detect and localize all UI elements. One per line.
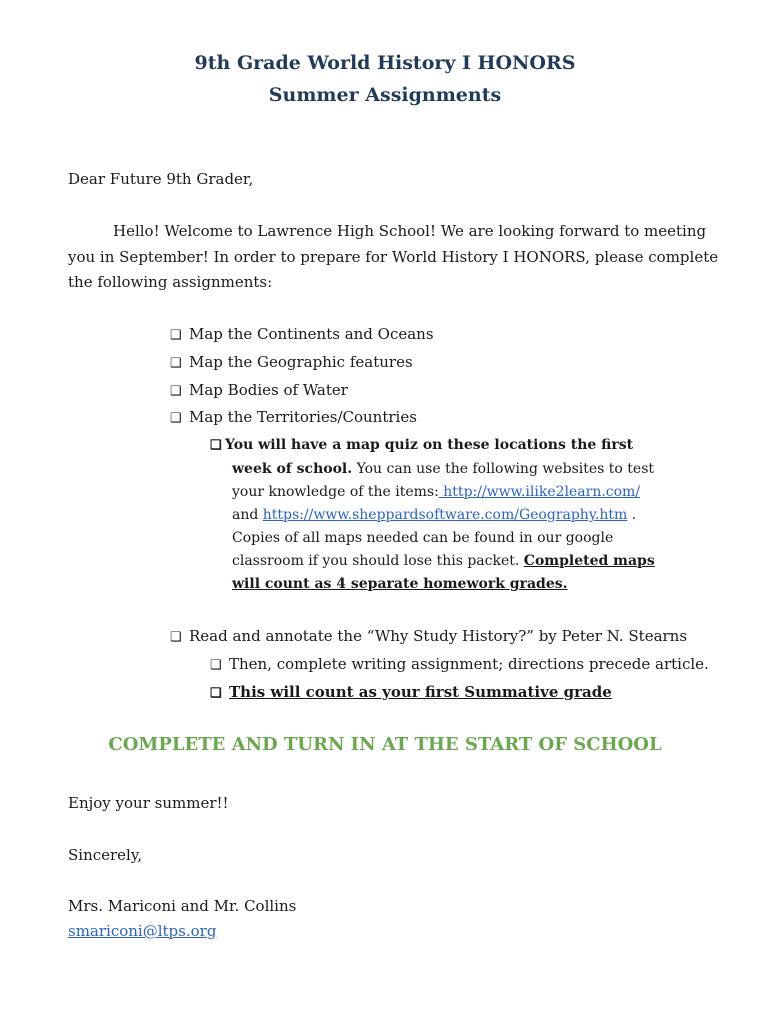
quiz-week-text: week of school. <box>232 461 353 477</box>
sincerely-text: Sincerely, <box>68 846 143 864</box>
checklist-item-label: Map Bodies of Water <box>189 381 348 399</box>
quiz-period-text: . <box>627 507 637 523</box>
checklist-subitem <box>210 683 612 701</box>
quiz-classroom-text: classroom if you should lose this packet. <box>232 553 524 569</box>
checklist-item-label: Map the Territories/Countries <box>189 408 417 426</box>
checkbox-icon: ❑ <box>210 438 222 453</box>
quiz-heading: You will have a map quiz on these locations the first <box>225 437 634 453</box>
checkbox-icon: ❑ <box>210 658 222 673</box>
writing-assignment-label: Then, complete writing assignment; directions precede article. <box>229 655 709 673</box>
quiz-grades-text: grades. <box>504 576 568 592</box>
checklist-item <box>170 353 413 371</box>
checklist-subitem <box>210 655 709 673</box>
checkbox-icon: ❑ <box>170 356 182 371</box>
checklist-item-label: Map the Geographic features <box>189 353 413 371</box>
checkbox-icon: ❑ <box>170 384 182 399</box>
turn-in-banner: COMPLETE AND TURN IN AT THE START OF SCHOOL <box>108 734 662 755</box>
quiz-knowledge-text: your knowledge of the items: <box>232 484 439 500</box>
page-subtitle: Summer Assignments <box>268 84 502 106</box>
checklist-item <box>170 381 348 399</box>
checkbox-icon: ❑ <box>210 686 222 701</box>
checklist-item-label: Map the Continents and Oceans <box>189 325 434 343</box>
enjoy-text: Enjoy your summer!! <box>68 794 229 812</box>
quiz-line-7 <box>232 576 568 592</box>
checklist-item <box>170 325 434 343</box>
page-title: 9th Grade World History I HONORS <box>194 52 576 74</box>
checklist-item <box>170 408 417 426</box>
sheppardsoftware-link[interactable]: https://www.sheppardsoftware.com/Geography.htm <box>262 507 628 523</box>
quiz-line-3 <box>232 484 640 500</box>
greeting: Dear Future 9th Grader, <box>68 170 254 188</box>
checkbox-icon: ❑ <box>170 411 182 426</box>
ilike2learn-link[interactable]: http://www.ilike2learn.com/ <box>438 484 641 500</box>
quiz-completed-maps-text: Completed maps <box>523 553 655 569</box>
intro-line-1: Hello! Welcome to Lawrence High School! We are looking forward to meeting <box>113 222 707 240</box>
checklist-item-reading <box>170 627 687 645</box>
checkbox-icon: ❑ <box>170 328 182 343</box>
checkbox-icon: ❑ <box>170 630 182 645</box>
quiz-line-1 <box>210 437 633 453</box>
quiz-line-2 <box>232 461 654 477</box>
signature: Mrs. Mariconi and Mr. Collins <box>68 897 297 915</box>
quiz-websites-text: You can use the following websites to test <box>352 461 655 477</box>
intro-line-3: the following assignments: <box>68 273 273 291</box>
reading-label: Read and annotate the “Why Study History?” by Peter N. Stearns <box>189 627 688 645</box>
quiz-line-4 <box>232 507 636 523</box>
quiz-line-5: Copies of all maps needed can be found in our google <box>232 530 614 546</box>
summative-grade-label: This will count as your first Summative grade <box>229 683 612 701</box>
quiz-line-6 <box>232 553 655 569</box>
intro-line-2: you in September! In order to prepare for World History I HONORS, please complete <box>68 248 719 266</box>
quiz-homework-text: will count as 4 separate homework <box>232 576 505 592</box>
email-link[interactable]: smariconi@ltps.org <box>68 922 217 940</box>
quiz-and-text: and <box>232 507 263 523</box>
